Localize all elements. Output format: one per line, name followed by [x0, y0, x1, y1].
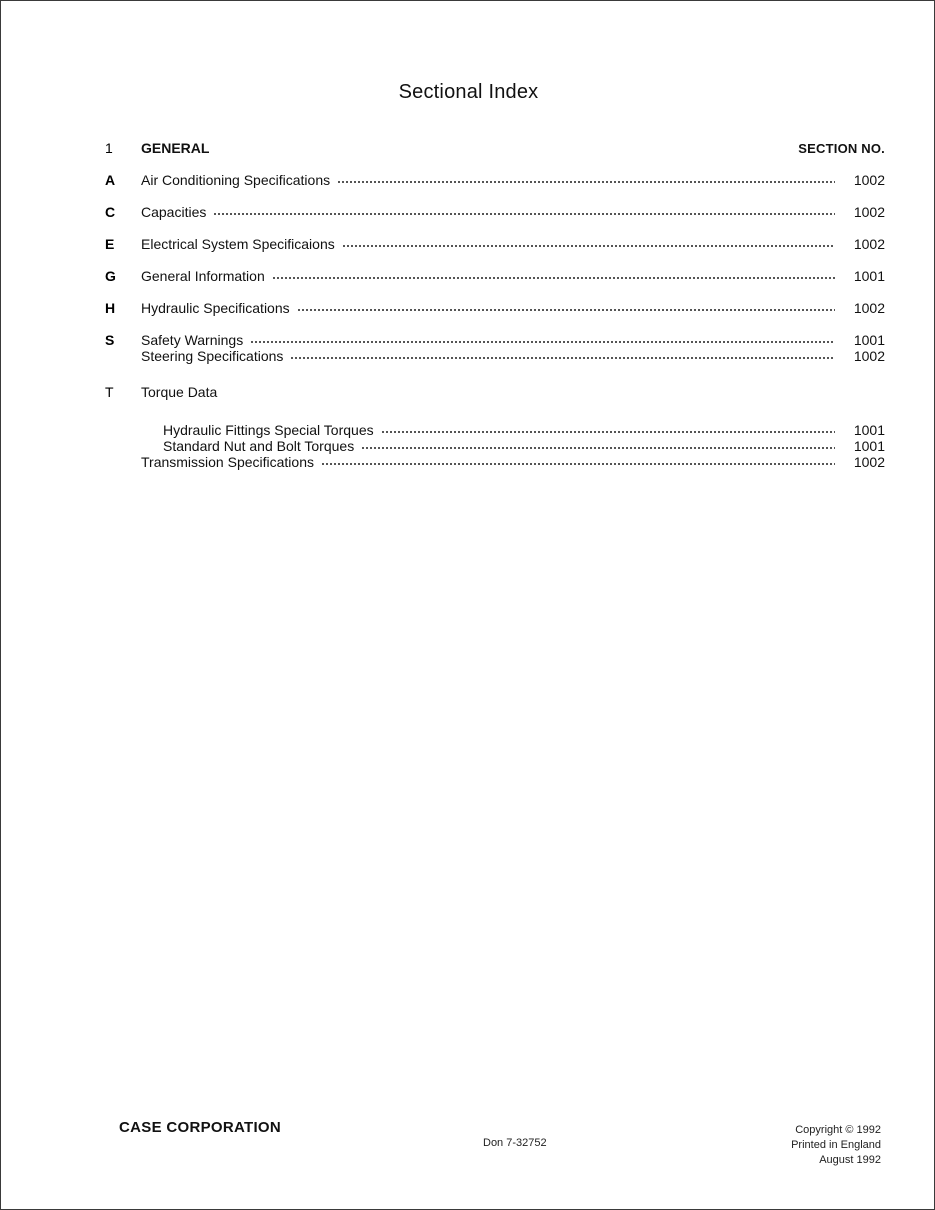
- index-entry-row[interactable]: [105, 439, 885, 454]
- leader-dots: [382, 423, 835, 435]
- index-entry-page-number: 1001: [853, 332, 885, 348]
- footer-company-name: CASE CORPORATION: [119, 1119, 282, 1136]
- leader-dots: [338, 173, 835, 185]
- index-entry-page-number: 1002: [853, 204, 885, 220]
- index-entry-row[interactable]: [105, 423, 885, 438]
- index-entry-row[interactable]: [105, 455, 885, 470]
- index-entry-row[interactable]: [105, 301, 885, 316]
- leader-dots: [362, 439, 835, 451]
- footer-printed-in: Printed in England: [791, 1139, 881, 1151]
- footer-copyright-block: [791, 1123, 881, 1168]
- index-entry-letter: G: [105, 268, 116, 284]
- footer-date: August 1992: [819, 1154, 881, 1166]
- index-entry-page-number: 1002: [853, 348, 885, 364]
- index-entry-label: Hydraulic Fittings Special Torques: [163, 422, 374, 438]
- section-no-caption: SECTION NO.: [798, 141, 885, 156]
- index-entry-page-number: 1002: [853, 300, 885, 316]
- index-entry-label: Capacities: [141, 204, 207, 220]
- sectional-index-list: [105, 141, 885, 470]
- index-entry-letter: H: [105, 300, 116, 316]
- index-entry-label: Steering Specifications: [141, 348, 284, 364]
- index-entry-label: Hydraulic Specifications: [141, 300, 290, 316]
- index-entry-page-number: 1001: [853, 438, 885, 454]
- index-entry-page-number: 1001: [853, 422, 885, 438]
- page-footer: [1, 1111, 935, 1201]
- index-entry-row[interactable]: [105, 237, 885, 252]
- index-entry-letter: T: [105, 384, 114, 400]
- index-header-letter: 1: [105, 140, 113, 156]
- footer-copyright: Copyright © 1992: [795, 1124, 881, 1136]
- index-entry-row[interactable]: [105, 205, 885, 220]
- index-entry-row[interactable]: [105, 173, 885, 188]
- index-entry-row[interactable]: [105, 333, 885, 348]
- index-entry-page-number: 1002: [853, 236, 885, 252]
- index-entry-label: Transmission Specifications: [141, 454, 314, 470]
- index-entry-page-number: 1002: [853, 172, 885, 188]
- index-header-label: GENERAL: [141, 140, 210, 156]
- leader-dots: [291, 349, 835, 361]
- footer-document-number: Don 7-32752: [483, 1137, 547, 1149]
- index-entry-letter: S: [105, 332, 115, 348]
- index-entry-row[interactable]: [105, 385, 885, 400]
- index-header-row: [105, 141, 885, 156]
- index-entry-row[interactable]: [105, 269, 885, 284]
- index-entry-letter: E: [105, 236, 115, 252]
- index-entry-label: Safety Warnings: [141, 332, 244, 348]
- index-entry-page-number: 1002: [853, 454, 885, 470]
- leader-dots: [322, 455, 835, 467]
- index-entry-label: Electrical System Specificaions: [141, 236, 335, 252]
- index-entry-label: Standard Nut and Bolt Torques: [163, 438, 355, 454]
- leader-dots: [214, 205, 835, 217]
- leader-dots: [273, 269, 835, 281]
- index-entry-label: Air Conditioning Specifications: [141, 172, 331, 188]
- index-entry-label: Torque Data: [141, 384, 218, 400]
- index-entry-label: General Information: [141, 268, 265, 284]
- leader-dots: [298, 301, 835, 313]
- index-entry-rows: [105, 173, 885, 470]
- page-title: Sectional Index: [398, 81, 539, 103]
- index-entry-page-number: 1001: [853, 268, 885, 284]
- leader-dots: [251, 333, 835, 345]
- index-entry-letter: A: [105, 172, 116, 188]
- leader-dots: [343, 237, 835, 249]
- index-entry-letter: C: [105, 204, 116, 220]
- index-entry-row[interactable]: [105, 349, 885, 364]
